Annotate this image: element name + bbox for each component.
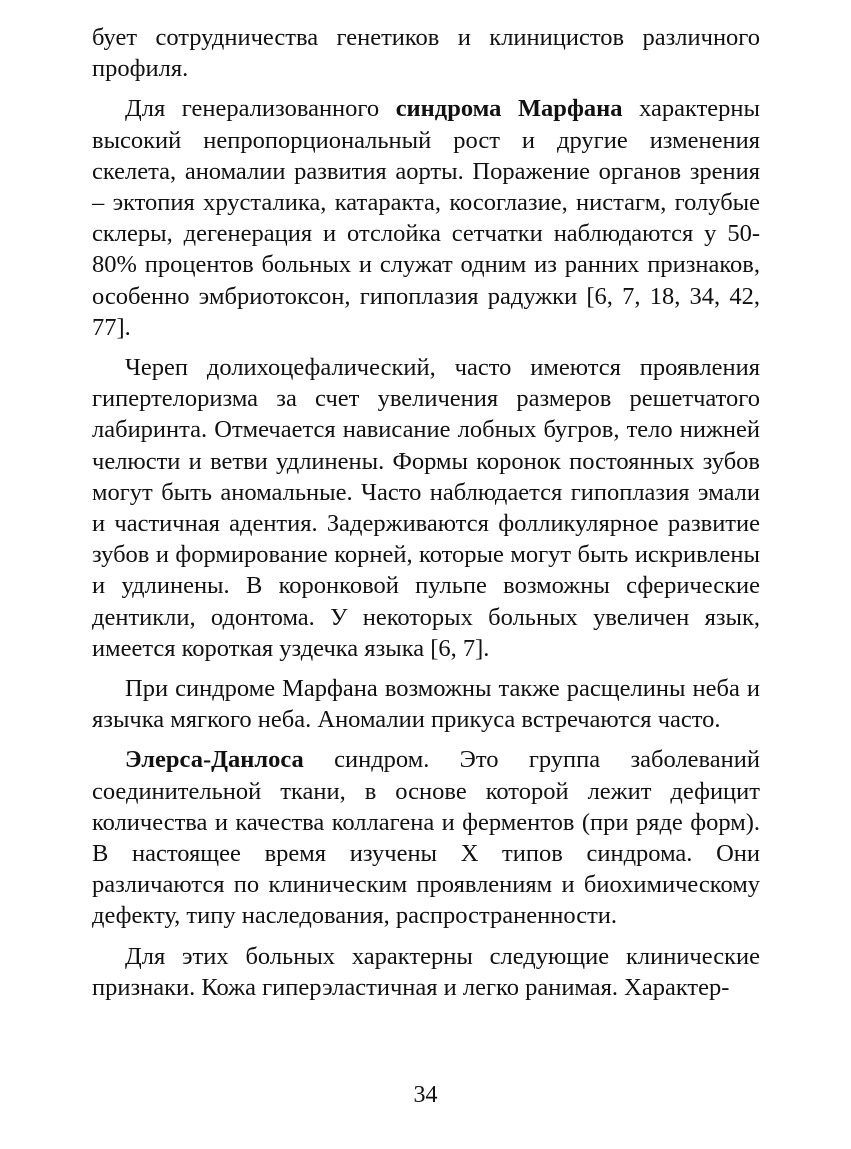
paragraph-skull (92, 352, 760, 664)
paragraph-skull-text: Череп долихоцефалический, часто имеются проявления гипертелоризма за счет увеличения размеров решетчатого лабиринта. Отмечается нависание лобных бугров, тело нижней челюсти и ветви удлинены. Формы коронок постоянных зубов могут быть аномальные. Часто наблюдается гипоплазия эмали и частичная адентия. Задерживаются фолликулярное развитие зубов и формирование корней, которые могут быть искривлены и удлинены. В коронковой пульпе возможны сферические дентикли, одонтома. У некоторых больных увеличен язык, имеется короткая уздечка языка [6, 7]. (92, 354, 760, 662)
paragraph-ehlers-danlos-rest: синдром. Это группа заболеваний соединительной ткани, в основе которой лежит дефицит количества и качества коллагена и ферментов (при ряде форм). В настоящее время изучены X типов синдрома. Они различаются по клиническим проявлениям и биохимическому дефекту, типу наследования, распространенности. (92, 746, 760, 930)
paragraph-ehlers-danlos (92, 744, 760, 931)
page-number: 34 (413, 1082, 438, 1108)
term-ehlers-danlos: Элерса-Данлоса (125, 746, 304, 774)
paragraph-1 (92, 22, 760, 84)
paragraph-cleft-text: При синдроме Марфана возможны также расщелины неба и язычка мягкого неба. Аномалии прикуса встречаются часто. (92, 675, 760, 734)
paragraph-marfan (92, 93, 760, 343)
paragraph-clinical-signs-text: Для этих больных характерны следующие клинические признаки. Кожа гиперэластичная и легко ранимая. Характер- (92, 942, 760, 1001)
term-marfan-syndrome: синдрома Марфана (395, 95, 623, 123)
paragraph-marfan-rest: характерны высокий непропорциональный рост и другие изменения скелета, аномалии развития аорты. Поражение органов зрения – эктопия хрусталика, катаракта, косоглазие, нистагм, голубые склеры, дегенерация и отслойка сетчатки наблюдаются у 50-80% процентов больных и служат одним из ранних признаков, особенно эмбриотоксон, гипоплазия радужки [6, 7, 18, 34, 42, 77]. (92, 95, 760, 341)
paragraph-marfan-lead: Для генерализованного (125, 95, 396, 123)
paragraph-cleft (92, 673, 760, 735)
paragraph-clinical-signs (92, 941, 760, 1003)
page-body (92, 22, 760, 1012)
paragraph-1-text: бует сотрудничества генетиков и клиницистов различного профиля. (92, 24, 760, 83)
